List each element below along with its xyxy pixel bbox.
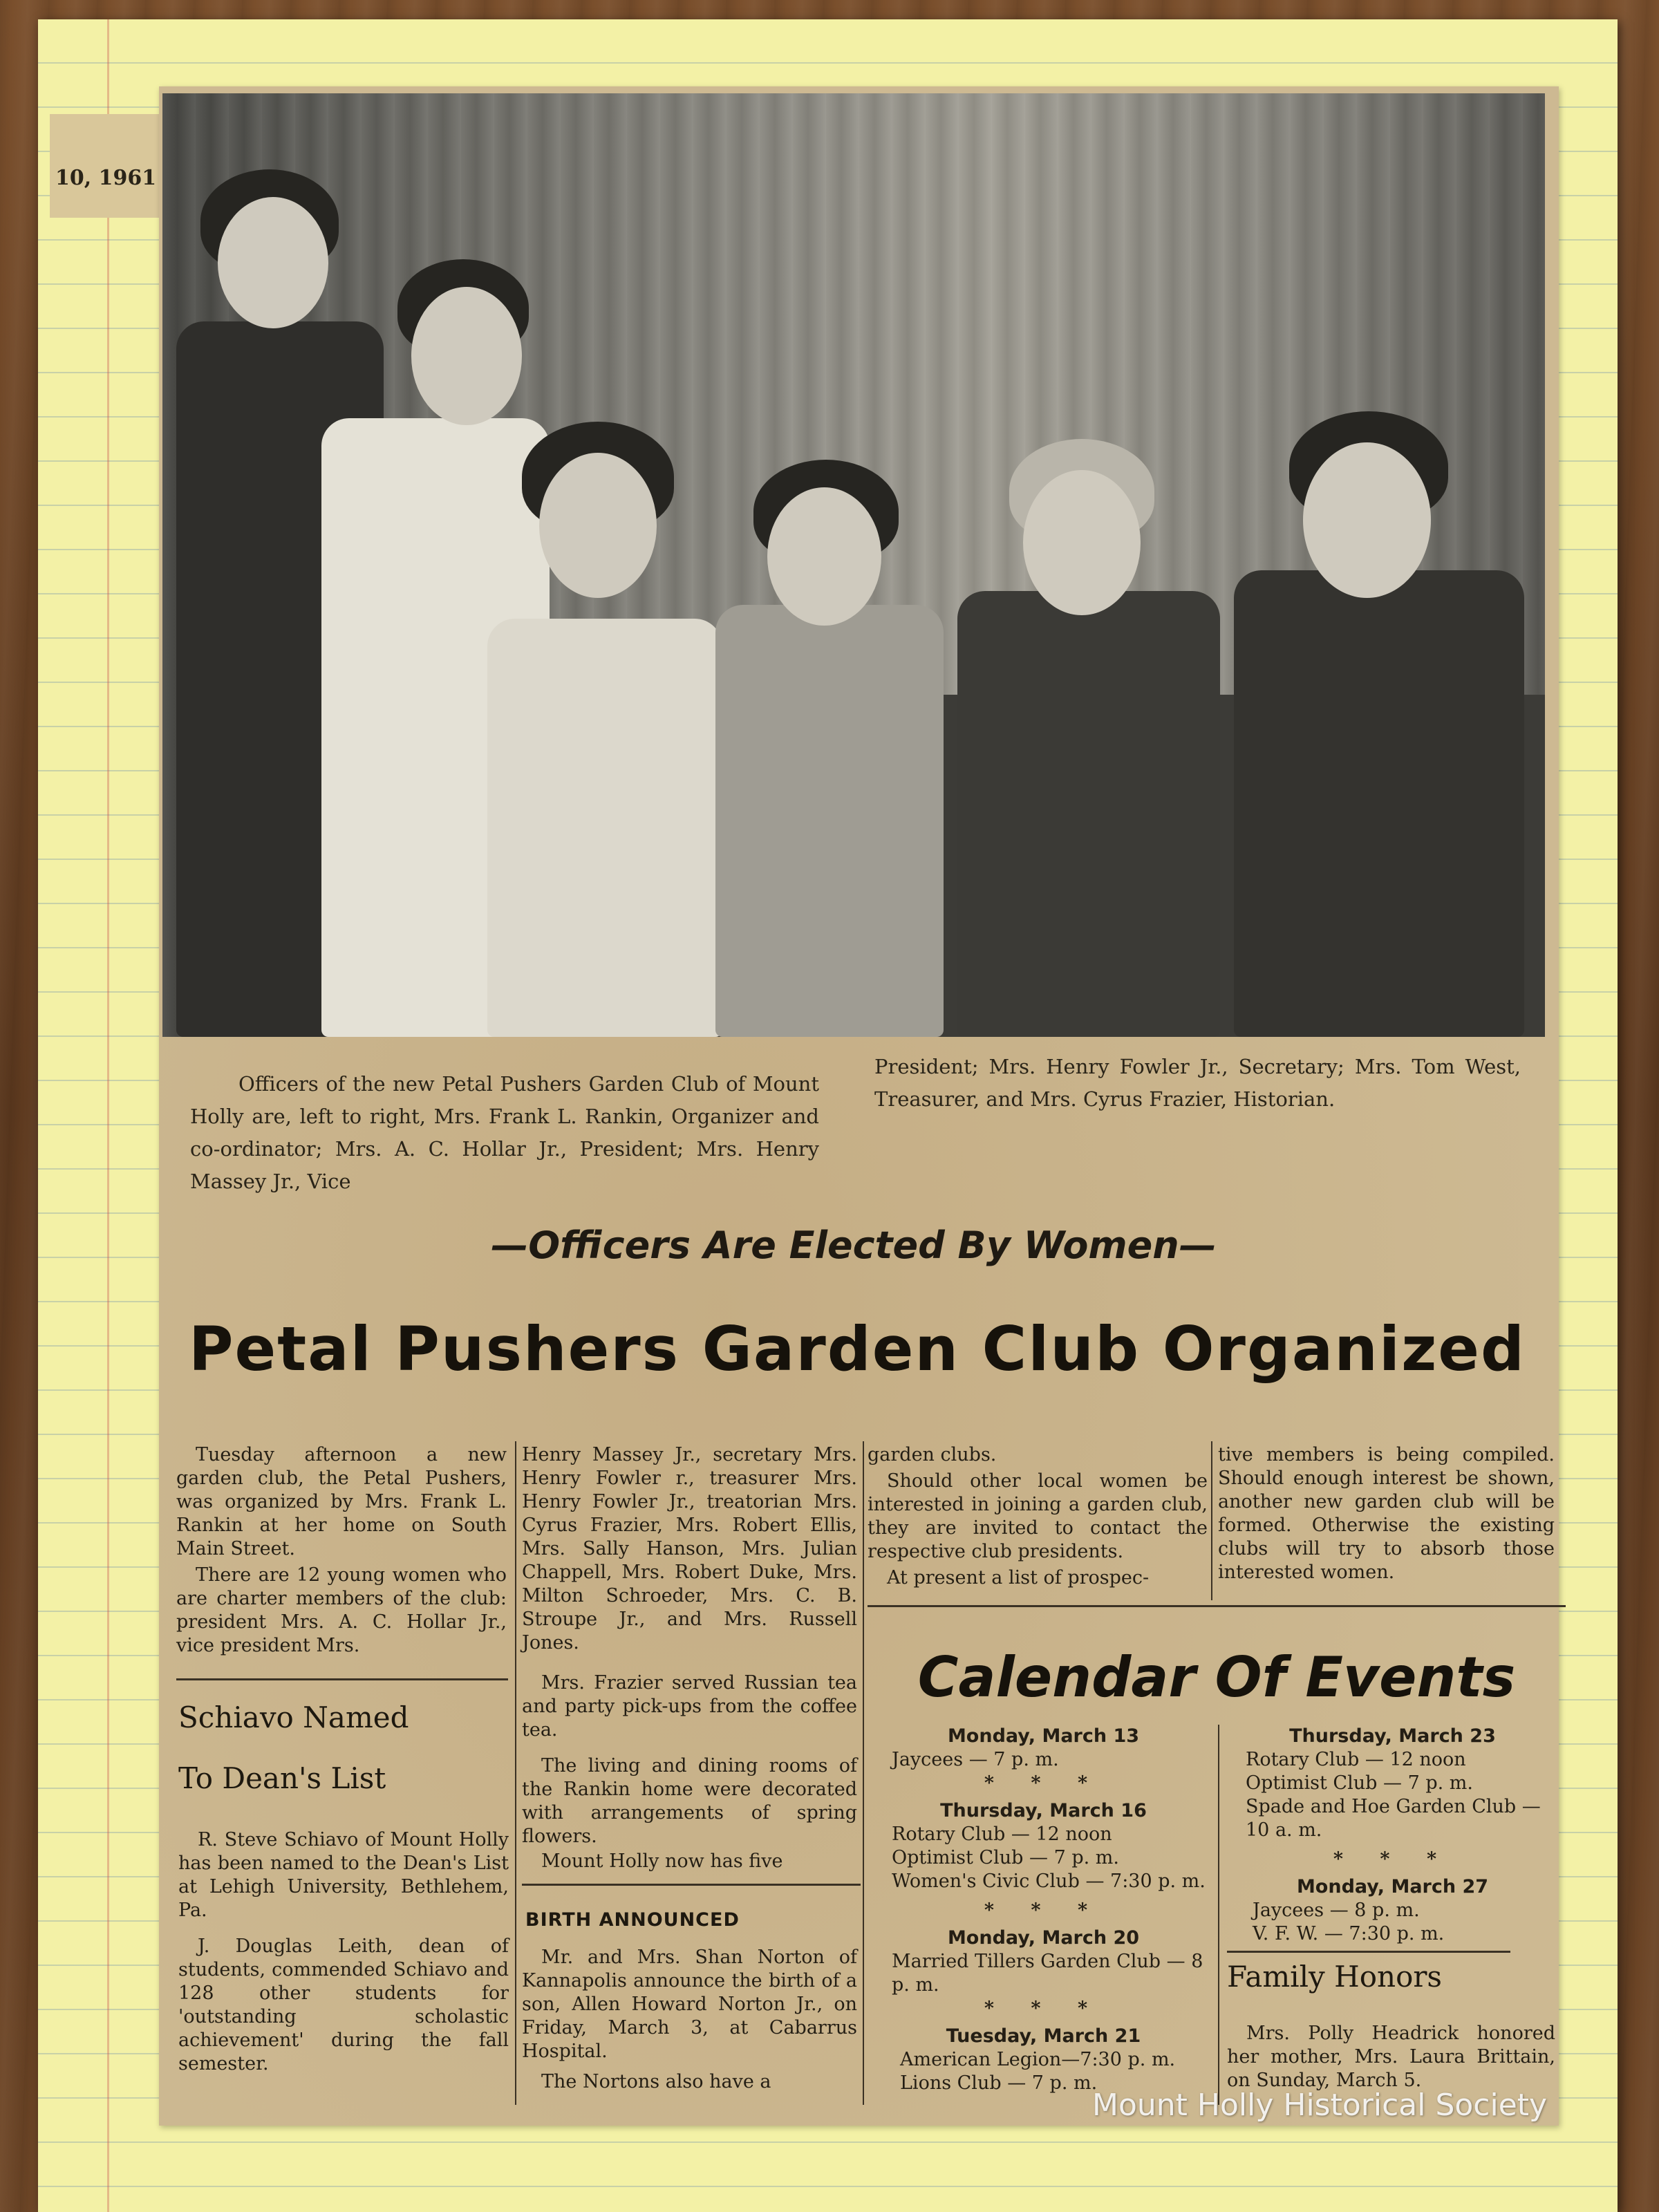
calendar-separator: * * * xyxy=(984,1900,1103,1921)
column-rule xyxy=(176,1678,508,1680)
calendar-event: Rotary Club — 12 noon xyxy=(892,1824,1112,1845)
article-paragraph: Mrs. Frazier served Russian tea and party pick-ups from the coffee tea. xyxy=(522,1672,857,1741)
woman-figure-5 xyxy=(957,591,1220,1037)
article-paragraph: There are 12 young women who are charter members of the club: president Mrs. A. C. Hollar Jr., vice president Mrs. xyxy=(176,1564,507,1656)
group-photo xyxy=(162,93,1545,1037)
article-paragraph: Mount Holly now has five xyxy=(541,1850,783,1872)
main-headline: Petal Pushers Garden Club Organized xyxy=(189,1313,1526,1385)
woman-face-2 xyxy=(411,287,522,425)
watermark: Mount Holly Historical Society xyxy=(1092,2088,1548,2123)
article-column-2 xyxy=(522,1443,857,1876)
calendar-event: Jaycees — 7 p. m. xyxy=(892,1749,1059,1770)
calendar-event: Spade and Hoe Garden Club —10 a. m. xyxy=(1246,1796,1541,1841)
calendar-event: Lions Club — 7 p. m. xyxy=(900,2072,1098,2094)
article-column-3 xyxy=(868,1443,1208,1593)
article-paragraph: Henry Massey Jr., secretary Mrs. Henry Fowler r., treasurer Mrs. Henry Fowler Jr., treatorian Mrs. Cyrus Frazier, Mrs. Robert Ellis, Mrs. Sally Hanson, Mrs. Julian Chappell, Mrs. Robert Duke, Mrs. Milton Schroeder, Mrs. C. B. Stroupe Jr., and Mrs. Russell Jones. xyxy=(522,1444,857,1653)
article-paragraph: Should other local women be interested in joining a garden club, they are invited to contact the respective club presidents. xyxy=(868,1470,1208,1562)
article-paragraph: At present a list of prospec- xyxy=(887,1567,1150,1588)
woman-face-1 xyxy=(218,197,328,328)
calendar-event: American Legion—7:30 p. m. xyxy=(900,2049,1176,2070)
calendar-separator: * * * xyxy=(984,1772,1103,1794)
calendar-day: Monday, March 27 xyxy=(1296,1876,1489,1897)
calendar-column-left xyxy=(872,1725,1215,2095)
calendar-day: Tuesday, March 21 xyxy=(946,2025,1141,2047)
birth-paragraph: Mr. and Mrs. Shan Norton of Kannapolis announce the birth of a son, Allen Howard Norton Jr., on Friday, March 3, at Cabarrus Hospital. xyxy=(522,1947,857,2062)
calendar-rule xyxy=(868,1605,1566,1607)
woman-figure-6 xyxy=(1234,570,1524,1037)
article-paragraph: garden clubs. xyxy=(868,1444,997,1465)
woman-face-6 xyxy=(1303,442,1431,598)
schiavo-headline-2: To Dean's List xyxy=(178,1761,386,1795)
woman-face-4 xyxy=(767,487,881,626)
schiavo-article xyxy=(178,1828,509,2079)
family-honors-paragraph: Mrs. Polly Headrick honored her mother, Mrs. Laura Brittain, on Sunday, March 5. xyxy=(1227,2023,1555,2091)
family-rule xyxy=(1227,1951,1510,1953)
column-divider xyxy=(515,1441,516,2105)
article-paragraph: Tuesday afternoon a new garden club, the Petal Pushers, was organized by Mrs. Frank L. Rankin at her home on South Main Street. xyxy=(176,1444,507,1559)
calendar-event: Optimist Club — 7 p. m. xyxy=(1246,1772,1473,1794)
calendar-title: Calendar Of Events xyxy=(917,1645,1516,1709)
calendar-column-right xyxy=(1225,1725,1560,1946)
schiavo-headline-1: Schiavo Named xyxy=(178,1700,409,1734)
photo-caption-left: Officers of the new Petal Pushers Garden Club of Mount Holly are, left to right, Mrs. Frank L. Rankin, Organizer and co-ordinator; Mrs. A. C. Hollar Jr., President; Mrs. Henry Massey Jr., Vice xyxy=(190,1072,819,1193)
calendar-day: Thursday, March 23 xyxy=(1289,1725,1496,1747)
schiavo-paragraph: R. Steve Schiavo of Mount Holly has been named to the Dean's List at Lehigh University, Bethlehem, Pa. xyxy=(178,1829,509,1921)
birth-headline: BIRTH ANNOUNCED xyxy=(525,1909,740,1931)
calendar-day: Monday, March 13 xyxy=(947,1725,1140,1747)
kicker-headline: —Officers Are Elected By Women— xyxy=(491,1224,1217,1267)
woman-figure-3 xyxy=(487,619,722,1037)
calendar-event: Women's Civic Club — 7:30 p. m. xyxy=(892,1871,1206,1892)
woman-face-3 xyxy=(539,453,657,598)
date-label: 10, 1961 xyxy=(55,166,157,190)
calendar-separator: * * * xyxy=(1333,1848,1452,1870)
calendar-event: Married Tillers Garden Club — 8 p. m. xyxy=(892,1951,1203,1996)
woman-face-5 xyxy=(1023,470,1141,615)
calendar-event: Jaycees — 8 p. m. xyxy=(1253,1900,1420,1921)
calendar-event: Optimist Club — 7 p. m. xyxy=(892,1847,1119,1868)
birth-article xyxy=(522,1946,857,2097)
pad-margin-line xyxy=(107,19,109,2212)
photo-caption-right: President; Mrs. Henry Fowler Jr., Secretary; Mrs. Tom West, Treasurer, and Mrs. Cyrus Frazier, Historian. xyxy=(874,1055,1521,1111)
woman-figure-4 xyxy=(715,605,944,1037)
schiavo-paragraph: J. Douglas Leith, dean of students, commended Schiavo and 128 other students for 'outstanding scholastic achievement' during the fall semester. xyxy=(178,1936,509,2074)
family-honors-article xyxy=(1227,2022,1555,2095)
calendar-event: Rotary Club — 12 noon xyxy=(1246,1749,1466,1770)
article-column-1 xyxy=(176,1443,507,1660)
calendar-event: V. F. W. — 7:30 p. m. xyxy=(1253,1923,1445,1944)
column-divider xyxy=(863,1441,864,2105)
calendar-day: Thursday, March 16 xyxy=(940,1800,1147,1821)
birth-paragraph: The Nortons also have a xyxy=(541,2071,771,2092)
column-divider xyxy=(1211,1441,1212,1600)
calendar-day: Monday, March 20 xyxy=(947,1927,1140,1949)
calendar-divider xyxy=(1218,1725,1219,2105)
article-column-4 xyxy=(1218,1443,1555,1587)
article-paragraph: tive members is being compiled. Should enough interest be shown, another new garden club will be formed. Otherwise the existing clubs will try to absorb those interested women. xyxy=(1218,1444,1555,1583)
calendar-separator: * * * xyxy=(984,1998,1103,2019)
column-rule xyxy=(522,1884,861,1886)
article-paragraph: The living and dining rooms of the Rankin home were decorated with arrangements of spring flowers. xyxy=(522,1755,857,1847)
family-honors-headline: Family Honors xyxy=(1227,1960,1442,1994)
